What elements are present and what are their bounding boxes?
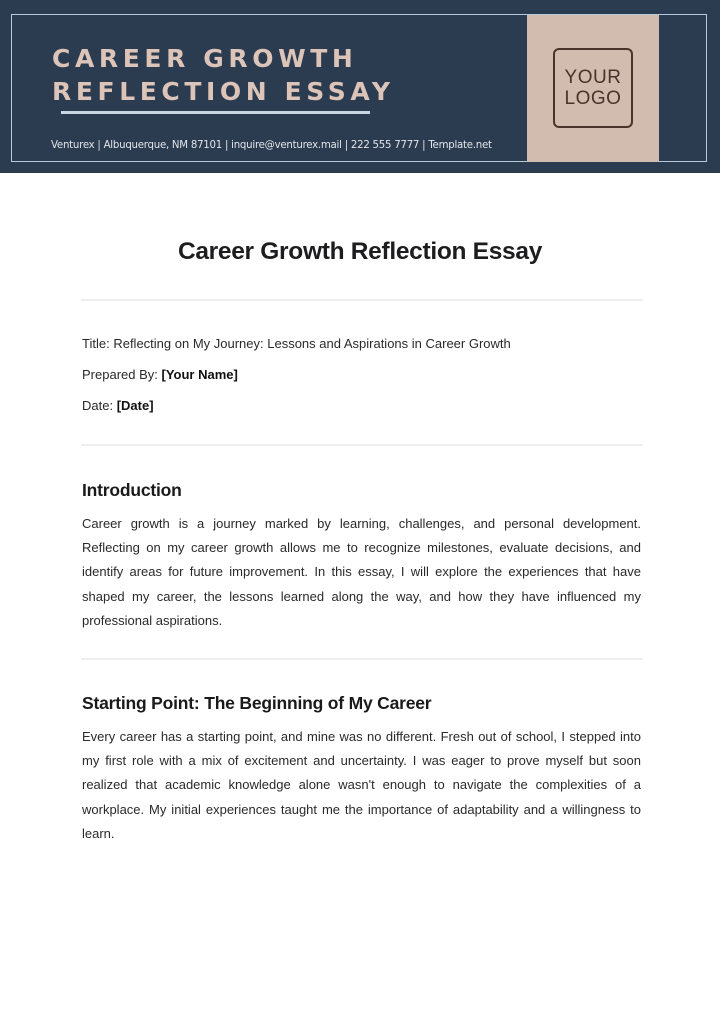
section-body-introduction: Career growth is a journey marked by learning, challenges, and personal development. Reflecting on my career growth allows me to recognize milestones, evaluate decisions, and identify areas for future improvement. In this essay, I will explore the experiences that have shaped my career, the lessons learned along the way, and how they have influenced my professional aspirations. [82,516,641,628]
meta-prepared-label: Prepared By: [82,367,158,382]
logo-text-line1: YOUR [564,67,622,88]
logo-placeholder [553,48,633,128]
meta-prepared-value: [Your Name] [161,367,238,382]
meta-date-label: Date: [82,398,114,413]
meta-date [82,398,154,413]
section-body-starting-point: Every career has a starting point, and mine was no different. Fresh out of school, I stepped into my first role with a mix of excitement and uncertainty. I was eager to prove myself but soon realized that academic knowledge alone wasn't enough to navigate the complexities of a workplace. My initial experiences taught me the importance of adaptability and a willingness to learn. [82,729,641,841]
section-heading-introduction: Introduction [82,480,182,500]
header-banner [0,0,720,173]
logo-text-line2: LOGO [564,88,622,109]
logo-panel [527,15,659,162]
divider [81,658,643,660]
header-underline [61,111,370,114]
meta-date-value: [Date] [116,398,154,413]
document-title: Career Growth Reflection Essay [177,238,543,265]
meta-title-label: Title: [82,336,110,351]
section-heading-starting-point: Starting Point: The Beginning of My Career [82,693,432,713]
meta-title [82,336,511,351]
meta-title-value: Reflecting on My Journey: Lessons and Aspirations in Career Growth [113,336,511,351]
header-title [52,42,395,108]
divider [81,299,643,301]
divider [81,444,643,446]
header-title-line1: CAREER GROWTH [52,44,358,73]
header-title-line2: REFLECTION ESSAY [52,77,395,106]
header-contact-info: Venturex | Albuquerque, NM 87101 | inquire@venturex.mail | 222 555 7777 | Template.net [51,140,492,151]
meta-prepared-by [82,367,238,382]
